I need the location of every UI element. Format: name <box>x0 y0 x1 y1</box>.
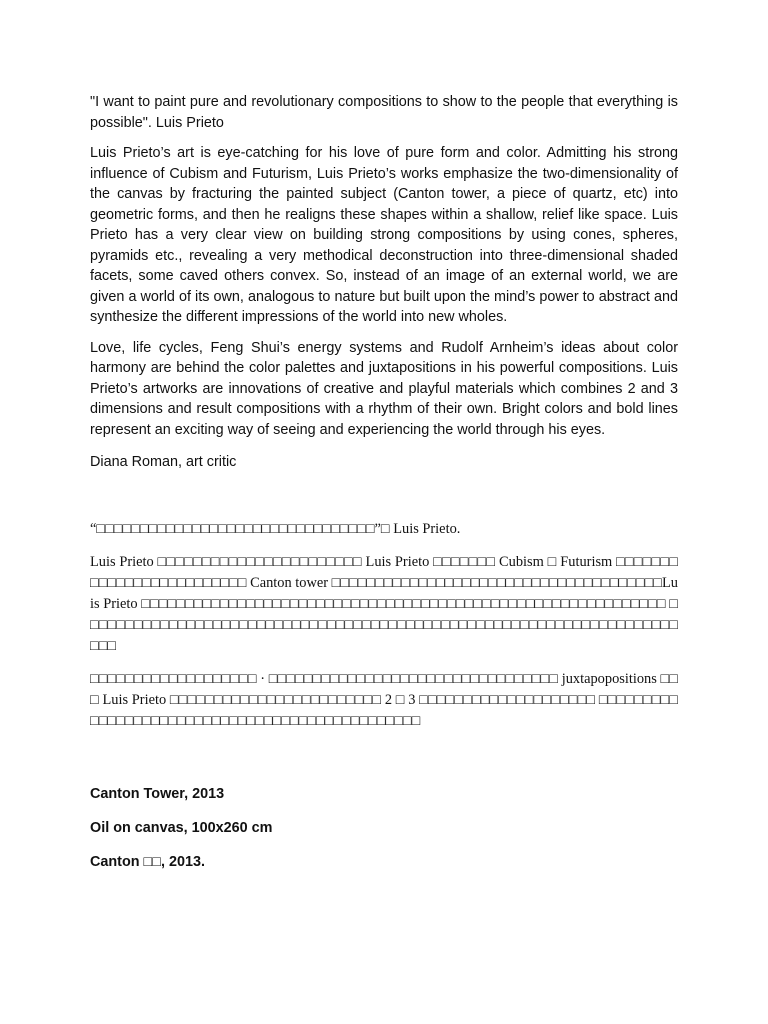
chinese-quote: “□□□□□□□□□□□□□□□□□□□□□□□□□□□□□□□□”□ Luis Prieto. <box>90 520 461 537</box>
critic-attribution: Diana Roman, art critic <box>90 454 237 470</box>
bio-paragraph-2: Love, life cycles, Feng Shui’s energy systems and Rudolf Arnheim’s ideas about color harmony are behind the color palettes and juxtapositions in his powerful compositions. Luis Prieto’s artworks are innovations of creative and playful materials which combines 2 and 3 dimensions and result compositions with a rhythm of their own. Bright colors and bold lines represent an exciting way of seeing and experiencing the world through his eyes. <box>90 339 678 438</box>
artwork-title: Canton Tower, 2013 <box>90 785 225 802</box>
bio-paragraph-1: Luis Prieto’s art is eye-catching for his love of pure form and color. Admitting his strong influence of Cubism and Futurism, Luis Prieto’s works emphasize the two-dimensionality of the canvas by fracturing the painted subject (Canton tower, a piece of quartz, etc) into geometric forms, and then he realigns these shapes within a shallow, relief like space. Luis Prieto has a very clear view on building strong compositions by using cones, spheres, pyramids etc., revealing a very methodical deconstruction into three-dimensional shaded facets, some caved others convex. So, instead of an image of an external world, we are given a world of its own, analogous to nature but built upon the mind’s power to abstract and synthesize the different impressions of the world into new wholes. <box>90 145 678 325</box>
artist-quote: "I want to paint pure and revolutionary compositions to show to the people that everything is possible". Luis Prieto <box>90 94 678 131</box>
document-body <box>90 92 678 872</box>
artwork-title-chinese: Canton □□, 2013. <box>90 853 205 870</box>
chinese-bio-paragraph-1: Luis Prieto □□□□□□□□□□□□□□□□□□□□□□□ Luis Prieto □□□□□□□ Cubism □ Futurism □□□□□□□□□□□□□□□□□□□□□□□□□ Canton tower □□□□□□□□□□□□□□□□□□□□□□□□□□□□□□□□□□□□□□Luis Prieto □□□□□□□□□□□□□□□□□□□□□□□□□□□□□□□□□□□□□□□□□□□□□□□□□□□□□□□□□□□□ □□□□□□□□□□□□□□□□□□□□□□□□□□□□□□□□□□□□□□□□□□□□□□□□□□□□□□□□□□□□□□□□□□□□□□□ <box>90 553 678 654</box>
artwork-medium: Oil on canvas, 100x260 cm <box>90 819 273 836</box>
chinese-bio-paragraph-2: □□□□□□□□□□□□□□□□□□□ · □□□□□□□□□□□□□□□□□□□□□□□□□□□□□□□□□ juxtapopositions □□□ Luis Prieto □□□□□□□□□□□□□□□□□□□□□□□□ 2 □ 3 □□□□□□□□□□□□□□□□□□□□ □□□□□□□□□□□□□□□□□□□□□□□□□□□□□□□□□□□□□□□□□□□□□□□ <box>90 670 678 729</box>
